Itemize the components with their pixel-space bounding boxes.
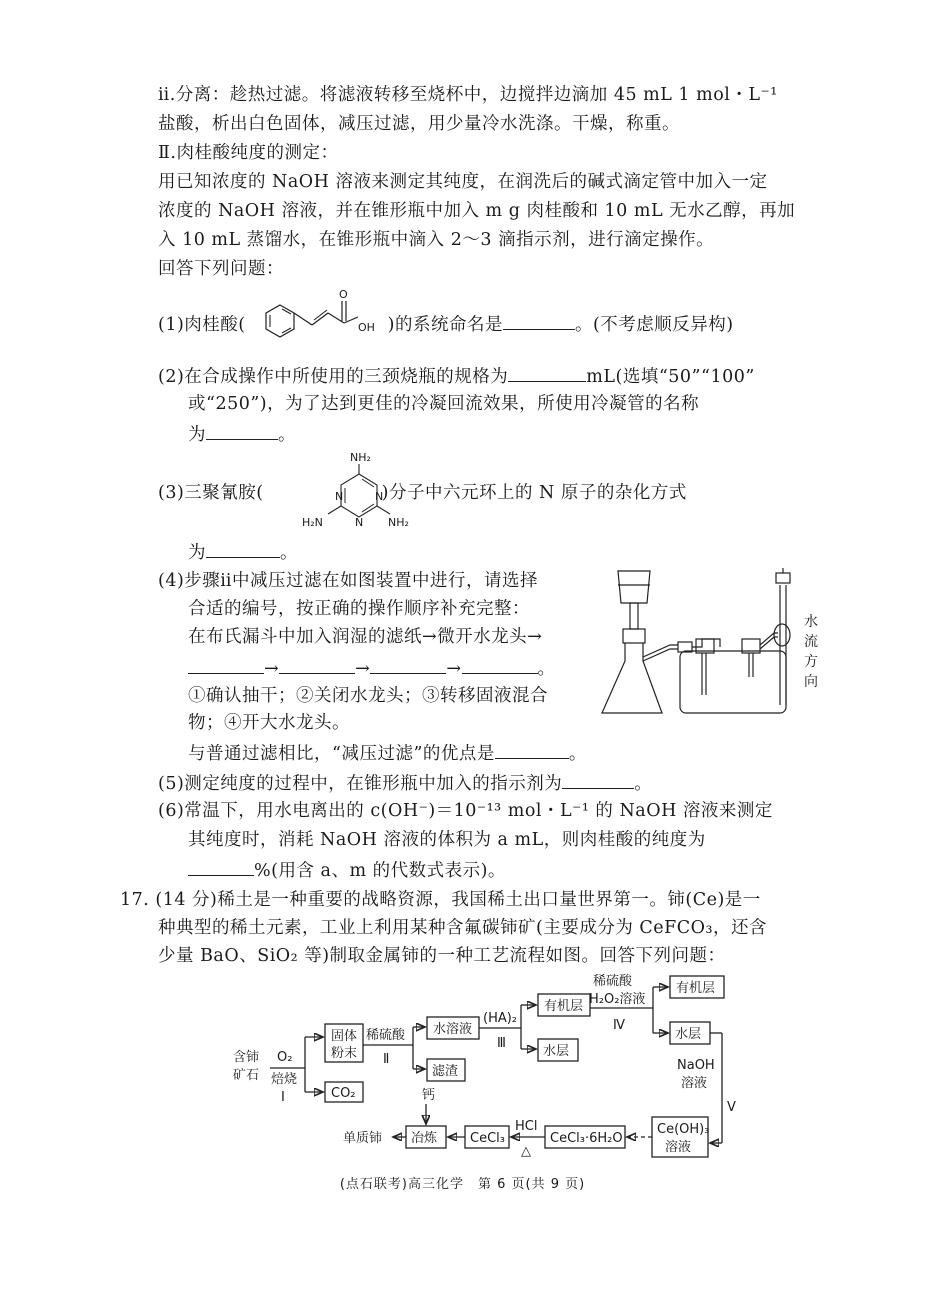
q1-answer-blank[interactable] xyxy=(503,311,575,330)
q3-tail: 。 xyxy=(280,543,298,563)
q1-tail: 。(不考虑顺反异构) xyxy=(574,315,734,335)
question-17-line-2: 种典型的稀土元素，工业上利用某种含氟碳铈矿(主要成分为 CeFCO₃，还含 xyxy=(158,918,768,938)
q6-tail: %(用含 a、m 的代数式表示)。 xyxy=(254,861,506,881)
question-17-line-3: 少量 BaO、SiO₂ 等)制取金属铈的一种工艺流程如图。回答下列问题： xyxy=(158,946,726,966)
question-4-steps xyxy=(188,655,556,681)
question-4-options-2: 物；④开大水龙头。 xyxy=(188,713,350,733)
mol-o-label: O xyxy=(339,288,348,301)
melamine-n-bottom: N xyxy=(355,516,364,529)
flow-step-3: Ⅲ xyxy=(497,1036,506,1051)
q5-indicator-blank[interactable] xyxy=(562,770,634,789)
flow-solid-2: 粉末 xyxy=(331,1046,358,1061)
q4-step-blank-1[interactable] xyxy=(188,655,264,674)
flow-ceoh-2: 溶液 xyxy=(665,1140,692,1155)
q5-text: (5)测定纯度的过程中，在锥形瓶中加入的指示剂为 xyxy=(158,774,563,794)
q4-step-blank-3[interactable] xyxy=(370,655,446,674)
q4-arrow-1: → xyxy=(264,659,280,679)
flow-delta: △ xyxy=(521,1144,531,1159)
intro-line-5: 浓度的 NaOH 溶液，并在锥形瓶中加入 m g 肉桂酸和 10 mL 无水乙醇，再加 xyxy=(158,201,796,221)
water-flow-label-2: 流 xyxy=(804,634,818,650)
intro-line-2: 盐酸，析出白色固体，减压过滤，用少量冷水洗涤。干燥，称重。 xyxy=(158,114,680,134)
intro-line-7: 回答下列问题： xyxy=(158,259,284,279)
q4-end: 。 xyxy=(537,659,556,679)
q2-text-a: (2)在合成操作中所使用的三颈烧瓶的规格为 xyxy=(158,367,509,387)
question-6-line-2: 其纯度时，消耗 NaOH 溶液的体积为 a mL，则肉桂酸的纯度为 xyxy=(188,830,706,850)
flow-cecl3-hydrate: CeCl₃·6H₂O xyxy=(550,1131,623,1146)
question-4-advantage xyxy=(188,740,587,766)
faucet-tap xyxy=(776,573,790,583)
question-4-line-3: 在布氏漏斗中加入润湿的滤纸→微开水龙头→ xyxy=(188,627,543,647)
flow-co2: CO₂ xyxy=(331,1086,356,1101)
question-6-line-3 xyxy=(188,857,506,883)
water-flow-label-3: 方 xyxy=(804,654,818,670)
safety-bottle xyxy=(680,651,786,713)
q3-post: )分子中六元环上的 N 原子的杂化方式 xyxy=(381,483,687,503)
q3-hybrid-blank[interactable] xyxy=(206,539,280,558)
question-4-line-2: 合适的编号，按正确的操作顺序补充完整： xyxy=(188,599,530,619)
suction-flask xyxy=(602,643,662,713)
section-heading: Ⅱ.肉桂酸纯度的测定： xyxy=(158,143,339,163)
q6-purity-blank[interactable] xyxy=(188,857,254,876)
vacuum-filtration-apparatus xyxy=(598,565,820,725)
q4-step-blank-4[interactable] xyxy=(462,655,538,674)
flow-water-2: 水层 xyxy=(675,1027,702,1042)
melamine-h2n-left: H₂N xyxy=(302,516,323,529)
flow-water: 水层 xyxy=(543,1044,570,1059)
question-17-line-1: 17. (14 分)稀土是一种重要的战略资源，我国稀土出口量世界第一。铈(Ce)是一 xyxy=(120,890,761,910)
q4-advantage-blank[interactable] xyxy=(495,740,569,759)
q2-text-c: 为 xyxy=(188,425,206,445)
flow-product: 单质铈 xyxy=(343,1131,383,1146)
flow-organic: 有机层 xyxy=(544,999,584,1014)
intro-line-4: 用已知浓度的 NaOH 溶液来测定其纯度，在润洗后的碱式滴定管中加入一定 xyxy=(158,172,768,192)
q2-tail: 。 xyxy=(278,425,296,445)
buchner-funnel xyxy=(618,571,650,603)
flow-calcium: 钙 xyxy=(422,1088,436,1103)
flow-reag4b: H₂O₂溶液 xyxy=(589,992,646,1007)
flow-smelt: 冶炼 xyxy=(411,1131,438,1146)
intro-line-6: 入 10 mL 蒸馏水，在锥形瓶中滴入 2～3 滴指示剂，进行滴定操作。 xyxy=(158,230,715,250)
q4-adv-tail: 。 xyxy=(568,744,587,764)
q3-text: 为 xyxy=(188,543,206,563)
water-flow-label-4: 向 xyxy=(804,674,818,690)
question-5 xyxy=(158,770,652,796)
flow-ore-1: 含铈 xyxy=(233,1050,260,1065)
q4-arrow-2: → xyxy=(355,659,371,679)
q3-prefix: (3)三聚氰胺( xyxy=(158,483,264,503)
melamine-nh2-right: NH₂ xyxy=(388,516,409,529)
water-flow-label-1: 水 xyxy=(804,614,818,630)
flow-ceoh-1: Ce(OH)₃ xyxy=(657,1122,710,1137)
flow-residue: 滤渣 xyxy=(432,1064,459,1079)
q2-text-b: mL(选填“50”“100” xyxy=(586,367,755,387)
flow-cecl3: CeCl₃ xyxy=(470,1131,505,1146)
q5-tail: 。 xyxy=(634,774,653,794)
flow-step-1: Ⅰ xyxy=(281,1090,285,1105)
cerium-process-flowchart xyxy=(225,965,785,1165)
flow-ha: (HA)₂ xyxy=(483,1011,518,1026)
flow-step-2: Ⅱ xyxy=(383,1052,390,1067)
question-2-line-2: 或“250”)，为了达到更佳的冷凝回流效果，所使用冷凝管的名称 xyxy=(188,394,700,414)
flow-reag4a: 稀硫酸 xyxy=(593,974,633,989)
intro-line-1: ⅱ.分离：趁热过滤。将滤液转移至烧杯中，边搅拌边滴加 45 mL 1 mol・L⁻¹ xyxy=(158,85,778,105)
page-footer: (点石联考)高三化学 第 6 页(共 9 页) xyxy=(339,1177,586,1192)
cinnamic-acid-structure xyxy=(258,287,398,339)
melamine-n-right: N xyxy=(375,490,384,503)
question-2-line-3 xyxy=(188,421,296,447)
q1-post: )的系统命名是 xyxy=(387,315,503,335)
flow-roast: 焙烧 xyxy=(271,1072,298,1087)
melamine-nh2-top: NH₂ xyxy=(350,451,371,464)
q4-adv-text: 与普通过滤相比，“减压过滤”的优点是 xyxy=(188,744,495,764)
flow-step-5: Ⅴ xyxy=(727,1100,736,1115)
q2-condenser-blank[interactable] xyxy=(206,421,278,440)
flow-naoh-1: NaOH xyxy=(677,1058,715,1073)
flow-hcl: HCl xyxy=(515,1119,538,1134)
mol-oh-label: OH xyxy=(358,321,375,334)
q4-step-blank-2[interactable] xyxy=(279,655,355,674)
q1-prefix: (1)肉桂酸( xyxy=(158,315,246,335)
q2-volume-blank[interactable] xyxy=(508,363,586,382)
question-6-line-1: (6)常温下，用水电离出的 c(OH⁻)＝10⁻¹³ mol・L⁻¹ 的 NaOH 溶液来测定 xyxy=(158,801,773,821)
water-aspirator xyxy=(774,624,790,646)
q4-arrow-3: → xyxy=(446,659,462,679)
flow-naoh-2: 溶液 xyxy=(681,1076,708,1091)
flow-o2: O₂ xyxy=(277,1050,293,1065)
melamine-structure xyxy=(296,446,426,532)
flow-solid-1: 固体 xyxy=(331,1029,358,1044)
flow-organic-2: 有机层 xyxy=(676,981,716,996)
question-3-line-2 xyxy=(188,539,298,565)
melamine-n-left: N xyxy=(335,490,344,503)
flow-dil-acid: 稀硫酸 xyxy=(366,1028,406,1043)
question-4-line-1: (4)步骤ⅱ中减压过滤在如图装置中进行，请选择 xyxy=(158,571,538,591)
question-2-line-1 xyxy=(158,363,755,389)
question-1 xyxy=(158,311,734,337)
flow-aq-sol: 水溶液 xyxy=(433,1022,473,1037)
flow-step-4: Ⅳ xyxy=(613,1018,625,1033)
question-4-options-1: ①确认抽干；②关闭水龙头；③转移固液混合 xyxy=(188,686,548,706)
flow-ore-2: 矿石 xyxy=(233,1068,260,1083)
